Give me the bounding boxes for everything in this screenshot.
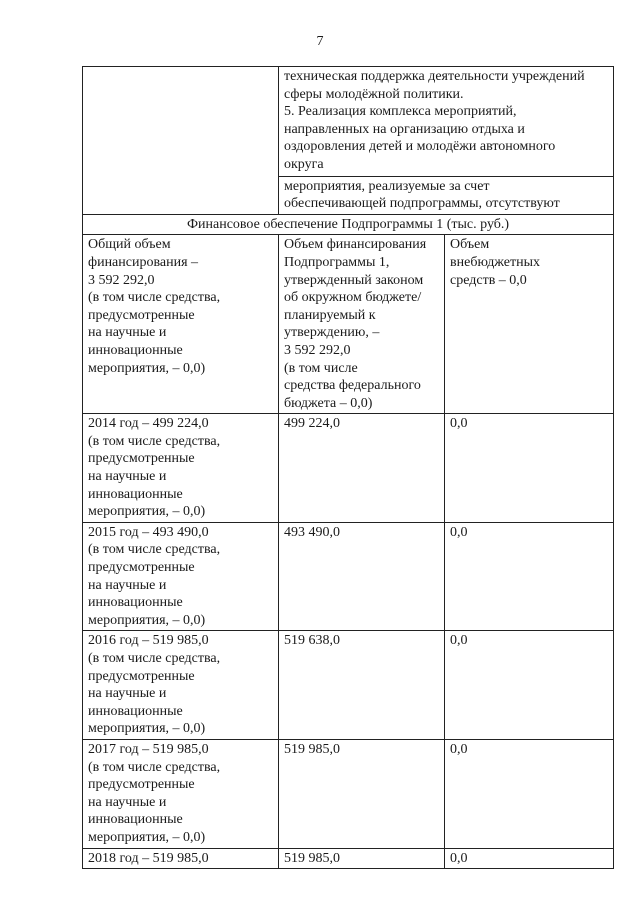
text-line: мероприятия, – 0,0) — [88, 504, 206, 520]
extrabudgetary-value: 0,0 — [445, 522, 614, 631]
budget-value: 499 224,0 — [279, 414, 445, 523]
year-cell — [83, 414, 279, 523]
text-line: (в том числе средства, — [88, 433, 221, 449]
page-number: 7 — [316, 34, 324, 49]
text-line: 2018 год – 519 985,0 — [88, 850, 209, 866]
text-line: на научные и — [88, 469, 167, 485]
extrabudgetary-value: 0,0 — [445, 414, 614, 523]
year-cell — [83, 631, 279, 740]
text-line: финансирования – — [88, 254, 199, 270]
text-line: средств – 0,0 — [450, 272, 527, 288]
text-line: предусмотренные — [88, 451, 195, 467]
text-line: (в том числе средства, — [88, 651, 221, 666]
text-line: 2016 год – 519 985,0 — [88, 633, 209, 649]
text-line: 2015 год – 493 490,0 — [88, 524, 209, 540]
text-line: мероприятия, – 0,0) — [88, 721, 206, 737]
extrabudgetary-header — [445, 235, 614, 414]
table-row — [83, 522, 614, 631]
text-line: на научные и — [88, 577, 167, 593]
continuation-row — [83, 67, 614, 177]
table-row — [83, 414, 614, 523]
column-header-row — [83, 235, 614, 414]
text-line: направленных на организацию отдыха и — [284, 121, 525, 137]
text-line: мероприятия, – 0,0) — [88, 829, 206, 845]
text-line: 3 592 292,0 — [284, 342, 351, 358]
text-line: инновационные — [88, 703, 183, 719]
extrabudgetary-value: 0,0 — [445, 631, 614, 740]
budget-value: 519 985,0 — [279, 739, 445, 848]
text-line: средства федерального — [284, 378, 421, 394]
empty-label-cell — [83, 67, 279, 177]
text-line: обеспечивающей подпрограммы, отсутствуют — [284, 196, 560, 212]
budget-value: 519 638,0 — [279, 631, 445, 740]
text-line: Объем финансирования — [284, 237, 427, 253]
finance-header-row — [83, 214, 614, 235]
empty-label-cell — [83, 176, 279, 214]
text-line: инновационные — [88, 595, 183, 611]
year-cell — [83, 522, 279, 631]
text-line: утвержденный законом — [284, 272, 424, 288]
text-line: 3 592 292,0 — [88, 272, 155, 288]
table-row — [83, 739, 614, 848]
text-line: 2014 год – 499 224,0 — [88, 416, 209, 432]
text-line: предусмотренные — [88, 307, 195, 323]
text-line: внебюджетных — [450, 254, 541, 270]
text-line: мероприятия, – 0,0) — [88, 360, 206, 376]
extrabudgetary-value: 0,0 — [445, 848, 614, 869]
table-row — [83, 848, 614, 869]
text-line: техническая поддержка деятельности учреждений — [284, 69, 585, 84]
text-line: 2017 год – 519 985,0 — [88, 741, 209, 757]
year-cell — [83, 848, 279, 869]
text-line: Объем — [450, 237, 490, 253]
text-line: оздоровления детей и молодёжи автономного — [284, 139, 556, 155]
finance-header: Финансовое обеспечение Подпрограммы 1 (тыс. руб.) — [83, 214, 614, 235]
text-line: сферы молодёжной политики. — [284, 86, 464, 102]
extrabudgetary-value: 0,0 — [445, 739, 614, 848]
text-line: (в том числе — [284, 360, 358, 376]
text-line: (в том числе средства, — [88, 759, 221, 775]
text-line: округа — [284, 156, 324, 172]
activities-row — [83, 176, 614, 214]
text-line: мероприятия, реализуемые за счет — [284, 178, 490, 194]
text-line: инновационные — [88, 342, 183, 358]
text-line: на научные и — [88, 794, 167, 810]
text-line: предусмотренные — [88, 560, 195, 576]
text-line: на научные и — [88, 325, 167, 341]
text-line: утверждению, – — [284, 325, 380, 341]
text-line: об окружном бюджете/ — [284, 290, 422, 306]
budget-value: 519 985,0 — [279, 848, 445, 869]
total-financing-header — [83, 235, 279, 414]
budget-value: 493 490,0 — [279, 522, 445, 631]
text-line: мероприятия, – 0,0) — [88, 612, 206, 628]
text-line: бюджета – 0,0) — [284, 395, 373, 411]
text-line: 5. Реализация комплекса мероприятий, — [284, 104, 517, 120]
budget-financing-header — [279, 235, 445, 414]
text-line: инновационные — [88, 486, 183, 502]
text-line: предусмотренные — [88, 777, 195, 793]
text-line: на научные и — [88, 686, 167, 702]
table-row — [83, 631, 614, 740]
financing-table — [82, 66, 614, 869]
year-cell — [83, 739, 279, 848]
text-line: планируемый к — [284, 307, 376, 323]
text-line: Подпрограммы 1, — [284, 254, 390, 270]
text-line: предусмотренные — [88, 668, 195, 684]
text-line: (в том числе средства, — [88, 542, 221, 558]
text-line: инновационные — [88, 812, 183, 828]
activities-cell — [279, 176, 614, 214]
continuation-cell — [279, 67, 614, 177]
text-line: Общий объем — [88, 237, 171, 253]
text-line: (в том числе средства, — [88, 290, 221, 306]
